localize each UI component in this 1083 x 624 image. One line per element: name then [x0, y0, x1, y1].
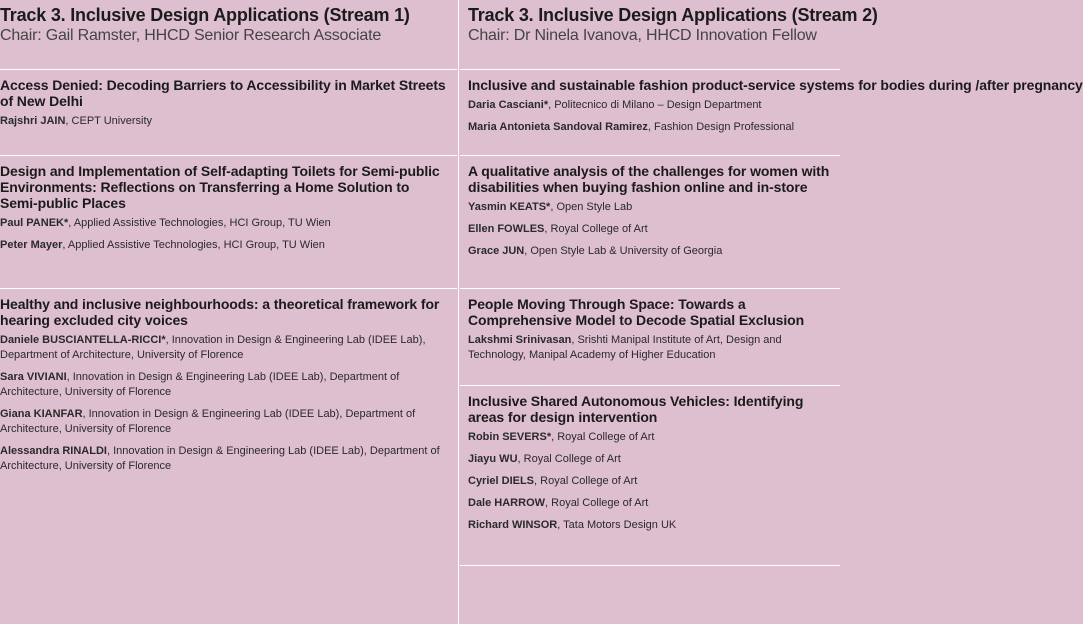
author-name: Dale HARROW	[468, 497, 546, 509]
author-affiliation: , Fashion Design Professional	[647, 121, 795, 133]
author-line	[468, 120, 832, 135]
author-line	[0, 444, 449, 474]
author-name: Richard WINSOR	[468, 519, 558, 531]
author-affiliation: , Open Style Lab & University of Georgia	[524, 245, 723, 257]
author-line	[0, 370, 449, 400]
paper-title: Access Denied: Decoding Barriers to Accessibility in Market Streets of New Delhi	[0, 77, 446, 109]
author-name: Peter Mayer	[0, 239, 63, 251]
author-name: Rajshri JAIN	[0, 115, 66, 127]
stream-2-column	[460, 0, 1083, 624]
session-fashion-pregnancy	[460, 70, 1083, 156]
author-name: Maria Antonieta Sandoval Ramirez	[468, 121, 648, 133]
author-line	[468, 200, 832, 215]
stream-1-chair: Chair: Gail Ramster, HHCD Senior Research Associate	[0, 27, 382, 44]
author-name: Cyriel DIELS	[468, 475, 535, 487]
session-spatial-exclusion	[460, 289, 840, 386]
author-affiliation: , Applied Assistive Technologies, HCI Group, TU Wien	[68, 217, 331, 229]
paper-title: Healthy and inclusive neighbourhoods: a theoretical framework for hearing excluded city voices	[0, 296, 440, 328]
author-line	[0, 216, 449, 231]
author-affiliation: , Innovation in Design & Engineering Lab (IDEE Lab), Department of Architecture, University of Florence	[0, 334, 426, 361]
paper-title: Inclusive Shared Autonomous Vehicles: Identifying areas for design intervention	[468, 393, 804, 425]
author-affiliation: , Royal College of Art	[534, 475, 638, 487]
author-line	[468, 98, 832, 113]
author-affiliation: , Royal College of Art	[545, 497, 649, 509]
author-name: Daniele BUSCIANTELLA-RICCI*	[0, 334, 166, 346]
author-line	[0, 114, 449, 129]
author-line	[0, 238, 449, 253]
author-name: Lakshmi Srinivasan	[468, 334, 572, 346]
author-affiliation: , Royal College of Art	[551, 431, 655, 443]
author-affiliation: , CEPT University	[65, 115, 153, 127]
author-line	[468, 496, 832, 511]
session-self-adapting-toilets	[0, 156, 457, 289]
author-line	[0, 333, 449, 363]
author-name: Ellen FOWLES	[468, 223, 545, 235]
author-affiliation: , Innovation in Design & Engineering Lab (IDEE Lab), Department of Architecture, University of Florence	[0, 445, 440, 472]
author-affiliation: , Royal College of Art	[544, 223, 648, 235]
author-name: Alessandra RINALDI	[0, 445, 107, 457]
author-affiliation: , Srishti Manipal Institute of Art, Design and Technology, Manipal Academy of Higher Education	[468, 334, 782, 361]
author-affiliation: , Innovation in Design & Engineering Lab (IDEE Lab), Department of Architecture, University of Florence	[0, 371, 400, 398]
author-line	[468, 518, 832, 533]
author-name: Giana KIANFAR	[0, 408, 83, 420]
session-healthy-neighbourhoods	[0, 289, 457, 624]
session-fashion-disabilities	[460, 156, 840, 289]
author-line	[468, 430, 832, 445]
author-affiliation: , Applied Assistive Technologies, HCI Group, TU Wien	[62, 239, 325, 251]
author-affiliation: , Tata Motors Design UK	[557, 519, 677, 531]
author-line	[468, 222, 832, 237]
paper-title: Inclusive and sustainable fashion product-service systems for bodies during /after pregnancy	[468, 77, 1083, 93]
author-line	[468, 333, 832, 363]
author-name: Paul PANEK*	[0, 217, 69, 229]
author-affiliation: , Open Style Lab	[550, 201, 633, 213]
paper-title: Design and Implementation of Self-adapting Toilets for Semi-public Environments: Reflections on Transferring a Home Solution to Semi-public Places	[0, 163, 440, 211]
column-divider	[458, 0, 459, 624]
author-line	[468, 244, 832, 259]
session-autonomous-vehicles	[460, 386, 840, 566]
stream-2-title: Track 3. Inclusive Design Applications (Stream 2)	[468, 5, 878, 25]
stream-1-title: Track 3. Inclusive Design Applications (Stream 1)	[0, 5, 410, 25]
stream-2-header	[460, 0, 878, 70]
stream-1-header	[0, 0, 457, 70]
author-affiliation: , Innovation in Design & Engineering Lab (IDEE Lab), Department of Architecture, University of Florence	[0, 408, 416, 435]
author-name: Yasmin KEATS*	[468, 201, 551, 213]
session-access-denied	[0, 70, 457, 156]
paper-title: People Moving Through Space: Towards a Comprehensive Model to Decode Spatial Exclusion	[468, 296, 805, 328]
stream-2-chair: Chair: Dr Ninela Ivanova, HHCD Innovation Fellow	[468, 27, 817, 44]
author-name: Grace JUN	[468, 245, 525, 257]
author-name: Robin SEVERS*	[468, 431, 552, 443]
author-line	[468, 452, 832, 467]
author-affiliation: , Politecnico di Milano – Design Department	[548, 99, 762, 111]
author-name: Sara VIVIANI	[0, 371, 67, 383]
author-affiliation: , Royal College of Art	[517, 453, 621, 465]
author-name: Jiayu WU	[468, 453, 518, 465]
author-name: Daria Casciani*	[468, 99, 549, 111]
author-line	[468, 474, 832, 489]
paper-title: A qualitative analysis of the challenges for women with disabilities when buying fashion online and in-store	[468, 163, 830, 195]
stream-1-column	[0, 0, 457, 624]
author-line	[0, 407, 449, 437]
